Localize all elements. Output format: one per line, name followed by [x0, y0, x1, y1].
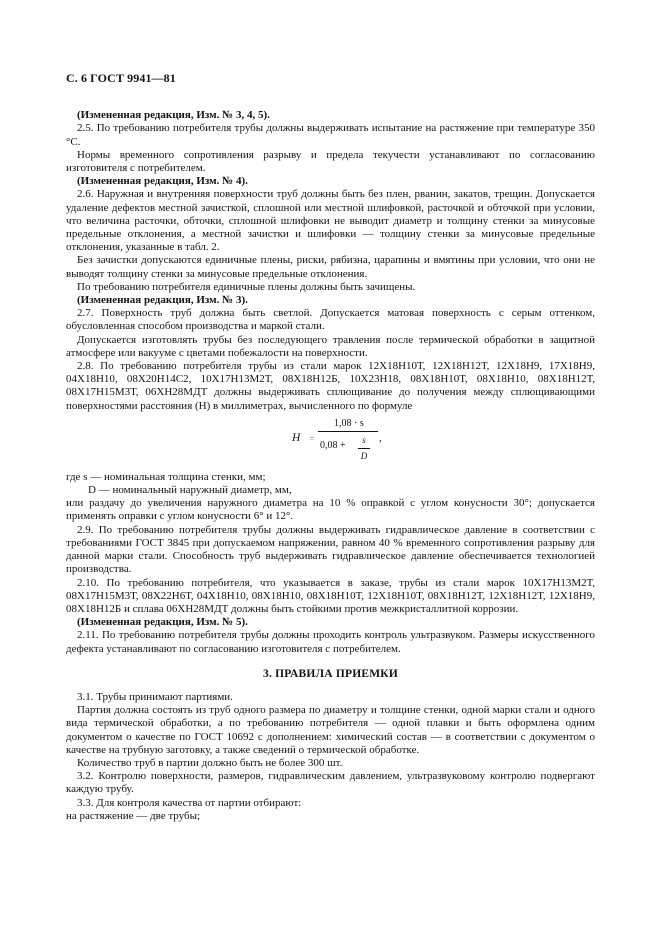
amendment-note: (Измененная редакция, Изм. № 4). — [77, 175, 248, 188]
paragraph-2-5: 2.5. По требованию потребителя трубы должны выдерживать испытание на растяжение при температуре 350 °С. — [66, 122, 595, 148]
amendment-note: (Измененная редакция, Изм. № 3, 4, 5). — [77, 109, 270, 122]
paragraph-2-11: 2.11. По требованию потребителя трубы должны проходить контроль ультразвуком. Размеры искусственного дефекта устанавливают по согласованию изготовителя с потребителем. — [66, 629, 595, 655]
formula-equals: = — [310, 434, 314, 443]
paragraph: Допускается изготовлять трубы без последующего травления после термической обработки в защитной атмосфере или вакууме с цветами побежалости на поверхности. — [66, 333, 595, 359]
formula-lhs: H — [292, 431, 301, 444]
paragraph-2-10: 2.10. По требованию потребителя, что указывается в заказе, трубы из стали марок 10Х17Н13М2Т, 08Х17Н15М3Т, 08Х22Н6Т, 04Х18Н10, 08Х18Н10, 08Х18Н10Т, 12Х18Н10Т, 08Х18Н12Т, 12Х18Н12Т, 12Х18Н9, 08Х18Н12Б и сплава 06ХН28МДТ должны быть стойкими против межкристаллитной коррозии. — [66, 576, 595, 615]
paragraph-2-6: 2.6. Наружная и внутренняя поверхности труб должны быть без плен, рванин, закатов, трещин. Допускается удаление дефектов местной зачисткой, сплошной или местной шлифовкой, расточкой и обточкой при условии, что величина расточки, обточки, сплошной шлифовки не выводит диаметр и толщину стенки за минусовые предельные отклонения, а местной зачистки и шлифовки — толщину стенки за минусовые предельные отклонения, указанные в табл. 2. — [66, 188, 595, 254]
formula-denominator-const: 0,08 + — [320, 439, 346, 451]
paragraph: По требованию потребителя единичные плены должны быть зачищены. — [77, 280, 416, 293]
paragraph: Нормы временного сопротивления разрыву и предела текучести устанавливают по согласованию изготовителя с потребителем. — [66, 148, 595, 175]
amendment-note: (Измененная редакция, Изм. № 5). — [77, 616, 248, 629]
paragraph: Количество труб в партии должно быть не более 300 шт. — [77, 756, 343, 769]
formula-inner-bar — [358, 448, 370, 449]
formula-numerator: 1,08 · s — [334, 417, 364, 429]
paragraph: или раздачу до увеличения наружного диаметра на 10 % оправкой с углом конусности 30°; допускается применять оправки с углом конусности 6° и 12°. — [66, 497, 595, 523]
amendment-note: (Измененная редакция, Изм. № 3). — [77, 294, 248, 307]
flattening-formula — [66, 417, 595, 465]
formula-comma: , — [379, 431, 382, 444]
definition-s: где s — номинальная толщина стенки, мм; — [66, 470, 266, 483]
paragraph-2-9: 2.9. По требованию потребителя трубы должны выдерживать гидравлическое давление в соответствии с требованиями ГОСТ 3845 при допускаемом напряжении, равном 40 % временного сопротивления разрыву для данной марки стали. Способность труб выдерживать гидравлическое давление обеспечивается технологией производства. — [66, 523, 595, 576]
paragraph-3-2: 3.2. Контролю поверхности, размеров, гидравлическим давлением, ультразвуковому контролю подвергают каждую трубу. — [66, 770, 595, 796]
paragraph-3-3: 3.3. Для контроля качества от партии отбирают: — [77, 796, 302, 809]
list-item: на растяжение — две трубы; — [66, 809, 201, 822]
formula-inner-fraction — [358, 434, 370, 463]
formula-fraction-bar — [318, 431, 378, 432]
paragraph-3-1: 3.1. Трубы принимают партиями. — [77, 690, 233, 703]
definition-d: D — номинальный наружный диаметр, мм, — [88, 484, 292, 497]
paragraph-2-7: 2.7. Поверхность труб должна быть светлой. Допускается матовая поверхность с серым оттенком, обусловленная способом производства и маркой стали. — [66, 307, 595, 333]
paragraph: Партия должна состоять из труб одного размера по диаметру и толщине стенки, одной марки стали и одного вида термической обработки, а по требованию потребителя — одной плавки и быть оформлена одним документом о качестве по ГОСТ 10692 с дополнением: химический состав — в соответствии с документом о качестве на трубную заготовку, а также сведений о термической обработке. — [66, 704, 595, 756]
formula-inner-bottom: D — [360, 451, 368, 462]
running-title: С. 6 ГОСТ 9941—81 — [66, 71, 176, 85]
formula-inner-top: s — [362, 434, 366, 445]
section-heading: 3. ПРАВИЛА ПРИЕМКИ — [263, 667, 398, 680]
paragraph-2-8: 2.8. По требованию потребителя трубы из стали марок 12Х18Н10Т, 12Х18Н12Т, 12Х18Н9, 17Х18Н9, 04Х18Н10, 08Х20Н14С2, 10Х17Н13М2Т, 08Х18Н12Б, 10Х23Н18, 08Х18Н10Т, 08Х18Н10, 08Х18Н12Т, 08Х17Н15М3Т, 06ХН28МДТ должны выдерживать сплющивание до получения между сплющивающими поверхностями расстояния (H) в миллиметрах, вычисленного по формуле — [66, 360, 595, 412]
paragraph: Без зачистки допускаются единичные плены, риски, рябизна, царапины и вмятины при условии, что они не выводят толщину стенки за минусовые предельные отклонения. — [66, 254, 595, 280]
